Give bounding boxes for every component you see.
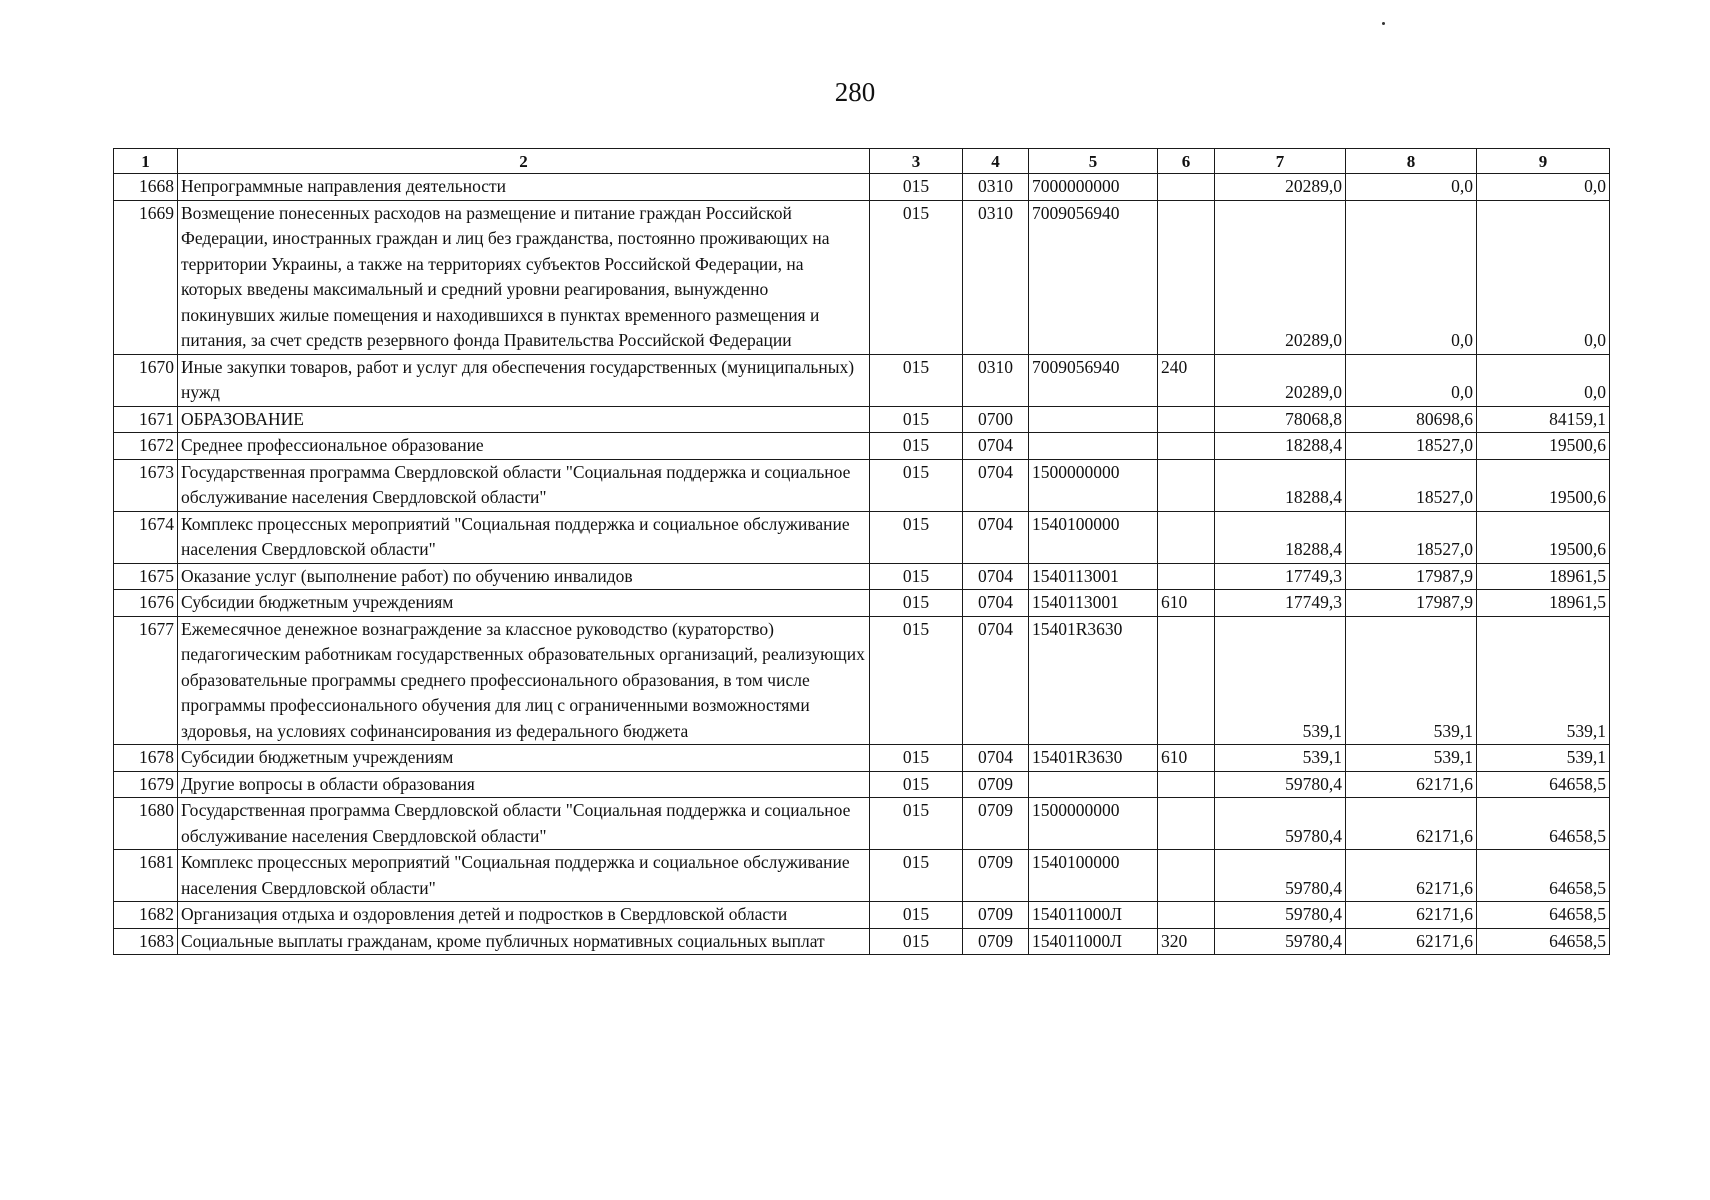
amount-col9-cell: 539,1: [1477, 616, 1610, 745]
amount-col9-cell: 18961,5: [1477, 563, 1610, 590]
budget-table: [113, 148, 1610, 955]
amount-col7-cell: 18288,4: [1215, 511, 1346, 563]
amount-col9-cell: 0,0: [1477, 354, 1610, 406]
row-number-cell: 1669: [114, 200, 178, 354]
amount-col7-cell: 18288,4: [1215, 459, 1346, 511]
section-code-cell: 0310: [963, 354, 1029, 406]
item-name-cell: Среднее профессиональное образование: [178, 433, 870, 460]
section-code-cell: 0704: [963, 616, 1029, 745]
amount-col8-cell: 62171,6: [1346, 771, 1477, 798]
amount-col8-cell: 62171,6: [1346, 928, 1477, 955]
table-row: [114, 798, 1610, 850]
amount-col8-cell: 62171,6: [1346, 902, 1477, 929]
header-cell: 5: [1029, 149, 1158, 174]
expense-type-cell: [1158, 511, 1215, 563]
admin-code-cell: 015: [870, 616, 963, 745]
amount-col7-cell: 20289,0: [1215, 174, 1346, 201]
admin-code-cell: 015: [870, 511, 963, 563]
expense-type-cell: [1158, 771, 1215, 798]
amount-col7-cell: 18288,4: [1215, 433, 1346, 460]
row-number-cell: 1679: [114, 771, 178, 798]
amount-col9-cell: 64658,5: [1477, 928, 1610, 955]
header-cell: 9: [1477, 149, 1610, 174]
section-code-cell: 0709: [963, 771, 1029, 798]
expense-type-cell: 320: [1158, 928, 1215, 955]
admin-code-cell: 015: [870, 590, 963, 617]
item-name-cell: Комплекс процессных мероприятий "Социальная поддержка и социальное обслуживание населения Свердловской области": [178, 850, 870, 902]
section-code-cell: 0310: [963, 200, 1029, 354]
row-number-cell: 1676: [114, 590, 178, 617]
table-row: [114, 563, 1610, 590]
amount-col7-cell: 17749,3: [1215, 590, 1346, 617]
expense-type-cell: [1158, 174, 1215, 201]
amount-col8-cell: 18527,0: [1346, 459, 1477, 511]
amount-col8-cell: 80698,6: [1346, 406, 1477, 433]
admin-code-cell: 015: [870, 798, 963, 850]
expense-type-cell: 610: [1158, 590, 1215, 617]
target-code-cell: [1029, 771, 1158, 798]
table-row: [114, 511, 1610, 563]
target-code-cell: 1540113001: [1029, 563, 1158, 590]
amount-col7-cell: 20289,0: [1215, 200, 1346, 354]
row-number-cell: 1678: [114, 745, 178, 772]
header-cell: 6: [1158, 149, 1215, 174]
amount-col7-cell: 20289,0: [1215, 354, 1346, 406]
admin-code-cell: 015: [870, 563, 963, 590]
header-cell: 4: [963, 149, 1029, 174]
expense-type-cell: [1158, 459, 1215, 511]
amount-col9-cell: 539,1: [1477, 745, 1610, 772]
amount-col8-cell: 62171,6: [1346, 798, 1477, 850]
target-code-cell: 15401R3630: [1029, 616, 1158, 745]
target-code-cell: 154011000Л: [1029, 928, 1158, 955]
item-name-cell: Субсидии бюджетным учреждениям: [178, 590, 870, 617]
header-cell: 3: [870, 149, 963, 174]
page-number: 280: [834, 77, 876, 107]
table-row: [114, 174, 1610, 201]
admin-code-cell: 015: [870, 850, 963, 902]
item-name-cell: Государственная программа Свердловской области "Социальная поддержка и социальное обслуживание населения Свердловской области": [178, 798, 870, 850]
section-code-cell: 0704: [963, 563, 1029, 590]
amount-col9-cell: 19500,6: [1477, 511, 1610, 563]
row-number-cell: 1675: [114, 563, 178, 590]
section-code-cell: 0704: [963, 745, 1029, 772]
table-row: [114, 928, 1610, 955]
section-code-cell: 0704: [963, 433, 1029, 460]
amount-col8-cell: 0,0: [1346, 200, 1477, 354]
section-code-cell: 0310: [963, 174, 1029, 201]
section-code-cell: 0704: [963, 511, 1029, 563]
amount-col8-cell: 18527,0: [1346, 433, 1477, 460]
target-code-cell: 7009056940: [1029, 354, 1158, 406]
expense-type-cell: [1158, 850, 1215, 902]
amount-col8-cell: 18527,0: [1346, 511, 1477, 563]
section-code-cell: 0709: [963, 798, 1029, 850]
section-code-cell: 0709: [963, 850, 1029, 902]
amount-col8-cell: 17987,9: [1346, 563, 1477, 590]
target-code-cell: 1540100000: [1029, 850, 1158, 902]
header-row: [114, 149, 1610, 174]
target-code-cell: 154011000Л: [1029, 902, 1158, 929]
table-row: [114, 200, 1610, 354]
table-row: [114, 354, 1610, 406]
item-name-cell: Организация отдыха и оздоровления детей и подростков в Свердловской области: [178, 902, 870, 929]
admin-code-cell: 015: [870, 174, 963, 201]
table-row: [114, 590, 1610, 617]
expense-type-cell: [1158, 433, 1215, 460]
header-cell: 8: [1346, 149, 1477, 174]
expense-type-cell: 610: [1158, 745, 1215, 772]
header-cell: 1: [114, 149, 178, 174]
target-code-cell: 1500000000: [1029, 798, 1158, 850]
admin-code-cell: 015: [870, 771, 963, 798]
expense-type-cell: [1158, 798, 1215, 850]
row-number-cell: 1681: [114, 850, 178, 902]
scan-speck: [1382, 22, 1385, 25]
row-number-cell: 1673: [114, 459, 178, 511]
amount-col7-cell: 59780,4: [1215, 798, 1346, 850]
admin-code-cell: 015: [870, 200, 963, 354]
amount-col7-cell: 59780,4: [1215, 771, 1346, 798]
amount-col7-cell: 539,1: [1215, 745, 1346, 772]
target-code-cell: [1029, 433, 1158, 460]
target-code-cell: [1029, 406, 1158, 433]
amount-col7-cell: 59780,4: [1215, 902, 1346, 929]
item-name-cell: Ежемесячное денежное вознаграждение за классное руководство (кураторство) педагогическим работникам государственных образовательных организаций, реализующих образовательные программы среднего профессионального образования, в том числе программы профессионального обучения для лиц с ограниченными возможностями здоровья, на условиях софинансирования из федерального бюджета: [178, 616, 870, 745]
amount-col9-cell: 0,0: [1477, 174, 1610, 201]
target-code-cell: 1540100000: [1029, 511, 1158, 563]
amount-col8-cell: 0,0: [1346, 354, 1477, 406]
row-number-cell: 1670: [114, 354, 178, 406]
expense-type-cell: 240: [1158, 354, 1215, 406]
table-body: [114, 174, 1610, 955]
admin-code-cell: 015: [870, 745, 963, 772]
expense-type-cell: [1158, 563, 1215, 590]
table-row: [114, 433, 1610, 460]
expense-type-cell: [1158, 200, 1215, 354]
admin-code-cell: 015: [870, 928, 963, 955]
amount-col9-cell: 0,0: [1477, 200, 1610, 354]
item-name-cell: Иные закупки товаров, работ и услуг для обеспечения государственных (муниципальных) нужд: [178, 354, 870, 406]
item-name-cell: ОБРАЗОВАНИЕ: [178, 406, 870, 433]
amount-col7-cell: 59780,4: [1215, 928, 1346, 955]
section-code-cell: 0704: [963, 590, 1029, 617]
amount-col9-cell: 19500,6: [1477, 433, 1610, 460]
row-number-cell: 1683: [114, 928, 178, 955]
target-code-cell: 7009056940: [1029, 200, 1158, 354]
table-row: [114, 406, 1610, 433]
table-row: [114, 745, 1610, 772]
amount-col9-cell: 19500,6: [1477, 459, 1610, 511]
item-name-cell: Непрограммные направления деятельности: [178, 174, 870, 201]
amount-col7-cell: 17749,3: [1215, 563, 1346, 590]
item-name-cell: Субсидии бюджетным учреждениям: [178, 745, 870, 772]
expense-type-cell: [1158, 616, 1215, 745]
item-name-cell: Социальные выплаты гражданам, кроме публичных нормативных социальных выплат: [178, 928, 870, 955]
row-number-cell: 1680: [114, 798, 178, 850]
amount-col9-cell: 18961,5: [1477, 590, 1610, 617]
section-code-cell: 0709: [963, 928, 1029, 955]
item-name-cell: Другие вопросы в области образования: [178, 771, 870, 798]
item-name-cell: Комплекс процессных мероприятий "Социальная поддержка и социальное обслуживание населения Свердловской области": [178, 511, 870, 563]
section-code-cell: 0709: [963, 902, 1029, 929]
table-row: [114, 771, 1610, 798]
amount-col9-cell: 64658,5: [1477, 902, 1610, 929]
header-cell: 2: [178, 149, 870, 174]
item-name-cell: Оказание услуг (выполнение работ) по обучению инвалидов: [178, 563, 870, 590]
admin-code-cell: 015: [870, 433, 963, 460]
expense-type-cell: [1158, 406, 1215, 433]
amount-col9-cell: 64658,5: [1477, 798, 1610, 850]
header-cell: 7: [1215, 149, 1346, 174]
amount-col8-cell: 539,1: [1346, 616, 1477, 745]
table-row: [114, 850, 1610, 902]
amount-col8-cell: 0,0: [1346, 174, 1477, 201]
target-code-cell: 15401R3630: [1029, 745, 1158, 772]
amount-col7-cell: 59780,4: [1215, 850, 1346, 902]
admin-code-cell: 015: [870, 459, 963, 511]
section-code-cell: 0700: [963, 406, 1029, 433]
row-number-cell: 1677: [114, 616, 178, 745]
amount-col7-cell: 78068,8: [1215, 406, 1346, 433]
item-name-cell: Государственная программа Свердловской области "Социальная поддержка и социальное обслуживание населения Свердловской области": [178, 459, 870, 511]
amount-col9-cell: 64658,5: [1477, 771, 1610, 798]
target-code-cell: 7000000000: [1029, 174, 1158, 201]
row-number-cell: 1674: [114, 511, 178, 563]
row-number-cell: 1671: [114, 406, 178, 433]
row-number-cell: 1668: [114, 174, 178, 201]
amount-col9-cell: 64658,5: [1477, 850, 1610, 902]
amount-col8-cell: 17987,9: [1346, 590, 1477, 617]
amount-col9-cell: 84159,1: [1477, 406, 1610, 433]
admin-code-cell: 015: [870, 406, 963, 433]
amount-col7-cell: 539,1: [1215, 616, 1346, 745]
amount-col8-cell: 62171,6: [1346, 850, 1477, 902]
table-row: [114, 902, 1610, 929]
target-code-cell: 1500000000: [1029, 459, 1158, 511]
table-row: [114, 616, 1610, 745]
table-row: [114, 459, 1610, 511]
admin-code-cell: 015: [870, 902, 963, 929]
amount-col8-cell: 539,1: [1346, 745, 1477, 772]
target-code-cell: 1540113001: [1029, 590, 1158, 617]
row-number-cell: 1682: [114, 902, 178, 929]
expense-type-cell: [1158, 902, 1215, 929]
admin-code-cell: 015: [870, 354, 963, 406]
section-code-cell: 0704: [963, 459, 1029, 511]
item-name-cell: Возмещение понесенных расходов на размещение и питание граждан Российской Федерации, иностранных граждан и лиц без гражданства, постоянно проживающих на территории Украины, а также на территориях субъектов Российской Федерации, на которых введены максимальный и средний уровни реагирования, вынужденно покинувших жилые помещения и находившихся в пунктах временного размещения и питания, за счет средств резервного фонда Правительства Российской Федерации: [178, 200, 870, 354]
row-number-cell: 1672: [114, 433, 178, 460]
